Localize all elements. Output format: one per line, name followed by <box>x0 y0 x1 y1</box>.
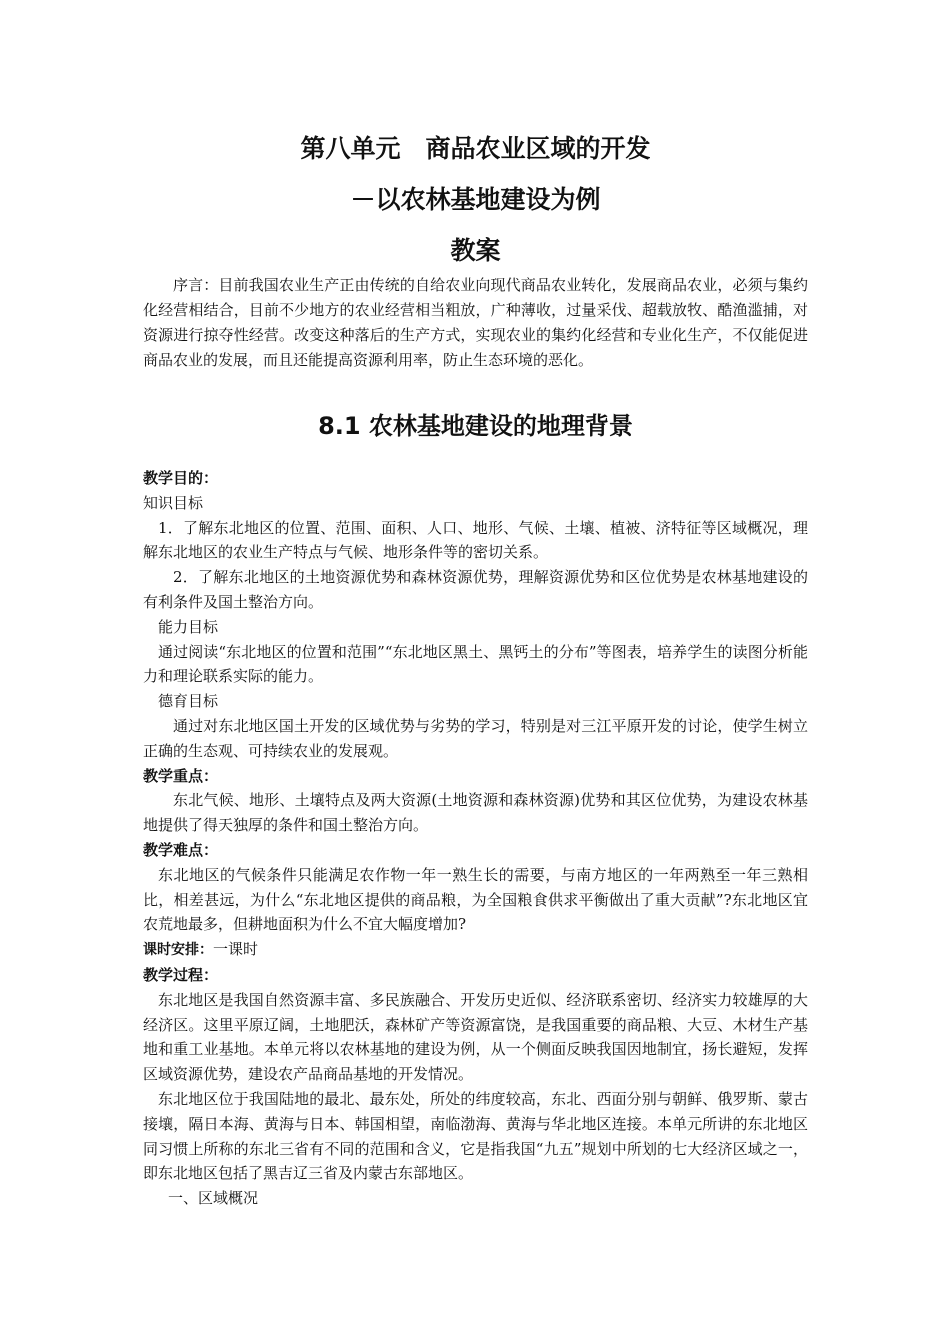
knowledge-label: 知识目标 <box>143 493 204 512</box>
key-points-text: 东北气候、地形、土壤特点及两大资源(土地资源和森林资源)优势和其区位优势，为建设农林基地提供了得天独厚的条件和国土整治方向。 <box>143 791 808 835</box>
difficulties-heading: 教学难点： <box>143 840 219 859</box>
knowledge-item-2: 2．了解东北地区的土地资源优势和森林资源优势，理解资源优势和区位优势是农林基地建设的有利条件及国土整治方向。 <box>143 568 808 611</box>
schedule-line <box>143 937 808 963</box>
ability-text: 通过阅读“东北地区的位置和范围”“东北地区黑土、黑钙土的分布”等图表，培养学生的读图分析能力和理论联系实际的能力。 <box>143 642 808 686</box>
knowledge-item-1: 1．了解东北地区的位置、范围、面积、人口、地形、气候、土壤、植被、济特征等区域概况，理解东北地区的农业生产特点与气候、地形条件等的密切关系。 <box>143 518 808 562</box>
process-subheading-1: 一、区域概况 <box>168 1189 259 1208</box>
key-points-heading: 教学重点： <box>143 766 219 785</box>
schedule-heading: 课时安排： <box>143 942 213 959</box>
unit-subtitle: －以农林基地建设为例 <box>350 185 601 214</box>
section-title: 8.1 农林基地建设的地理背景 <box>318 412 633 440</box>
objectives-heading: 教学目的： <box>143 469 219 487</box>
lesson-body <box>143 466 808 1211</box>
schedule-value: 一课时 <box>213 940 259 959</box>
doc-type-title: 教案 <box>450 236 501 265</box>
difficulties-text: 东北地区的气候条件只能满足农作物一年一熟生长的需要，与南方地区的一年两熟至一年三熟相比，相差甚远，为什么“东北地区提供的商品粮，为全国粮食供求平衡做出了重大贡献”?东北地区宜农荒地最多，但耕地面积为什么不宜大幅度增加? <box>143 865 808 934</box>
unit-title: 第八单元 商品农业区域的开发 <box>300 134 651 163</box>
moral-text: 通过对东北地区国土开发的区域优势与劣势的学习，特别是对三江平原开发的讨论，使学生树立正确的生态观、可持续农业的发展观。 <box>143 716 808 760</box>
process-paragraph-2: 东北地区位于我国陆地的最北、最东处，所处的纬度较高，东北、西面分别与朝鲜、俄罗斯、蒙古接壤，隔日本海、黄海与日本、韩国相望，南临渤海、黄海与华北地区连接。本单元所讲的东北地区同习惯上所称的东北三省有不同的范围和含义，它是指我国“九五”规划中所划的七大经济区域之一，即东北地区包括了黑吉辽三省及内蒙古东部地区。 <box>143 1089 808 1183</box>
intro-paragraph: 序言：目前我国农业生产正由传统的自给农业向现代商品农业转化，发展商品农业，必须与集约化经营相结合，目前不少地方的农业经营相当粗放，广种薄收，过量采伐、超载放牧、酷渔滥捕，对资源进行掠夺性经营。改变这种落后的生产方式，实现农业的集约化经营和专业化生产，不仅能促进商品农业的发展，而且还能提高资源利用率，防止生态环境的恶化。 <box>143 276 808 369</box>
process-paragraph-1: 东北地区是我国自然资源丰富、多民族融合、开发历史近似、经济联系密切、经济实力较雄厚的大经济区。这里平原辽阔，土地肥沃，森林矿产等资源富饶，是我国重要的商品粮、大豆、木材生产基地和重工业基地。本单元将以农林基地的建设为例，从一个侧面反映我国因地制宜，扬长避短，发挥区域资源优势，建设农产品商品基地的开发情况。 <box>143 990 808 1084</box>
process-heading: 教学过程： <box>143 965 219 984</box>
moral-label: 德育目标 <box>158 692 219 711</box>
ability-label: 能力目标 <box>158 617 219 636</box>
